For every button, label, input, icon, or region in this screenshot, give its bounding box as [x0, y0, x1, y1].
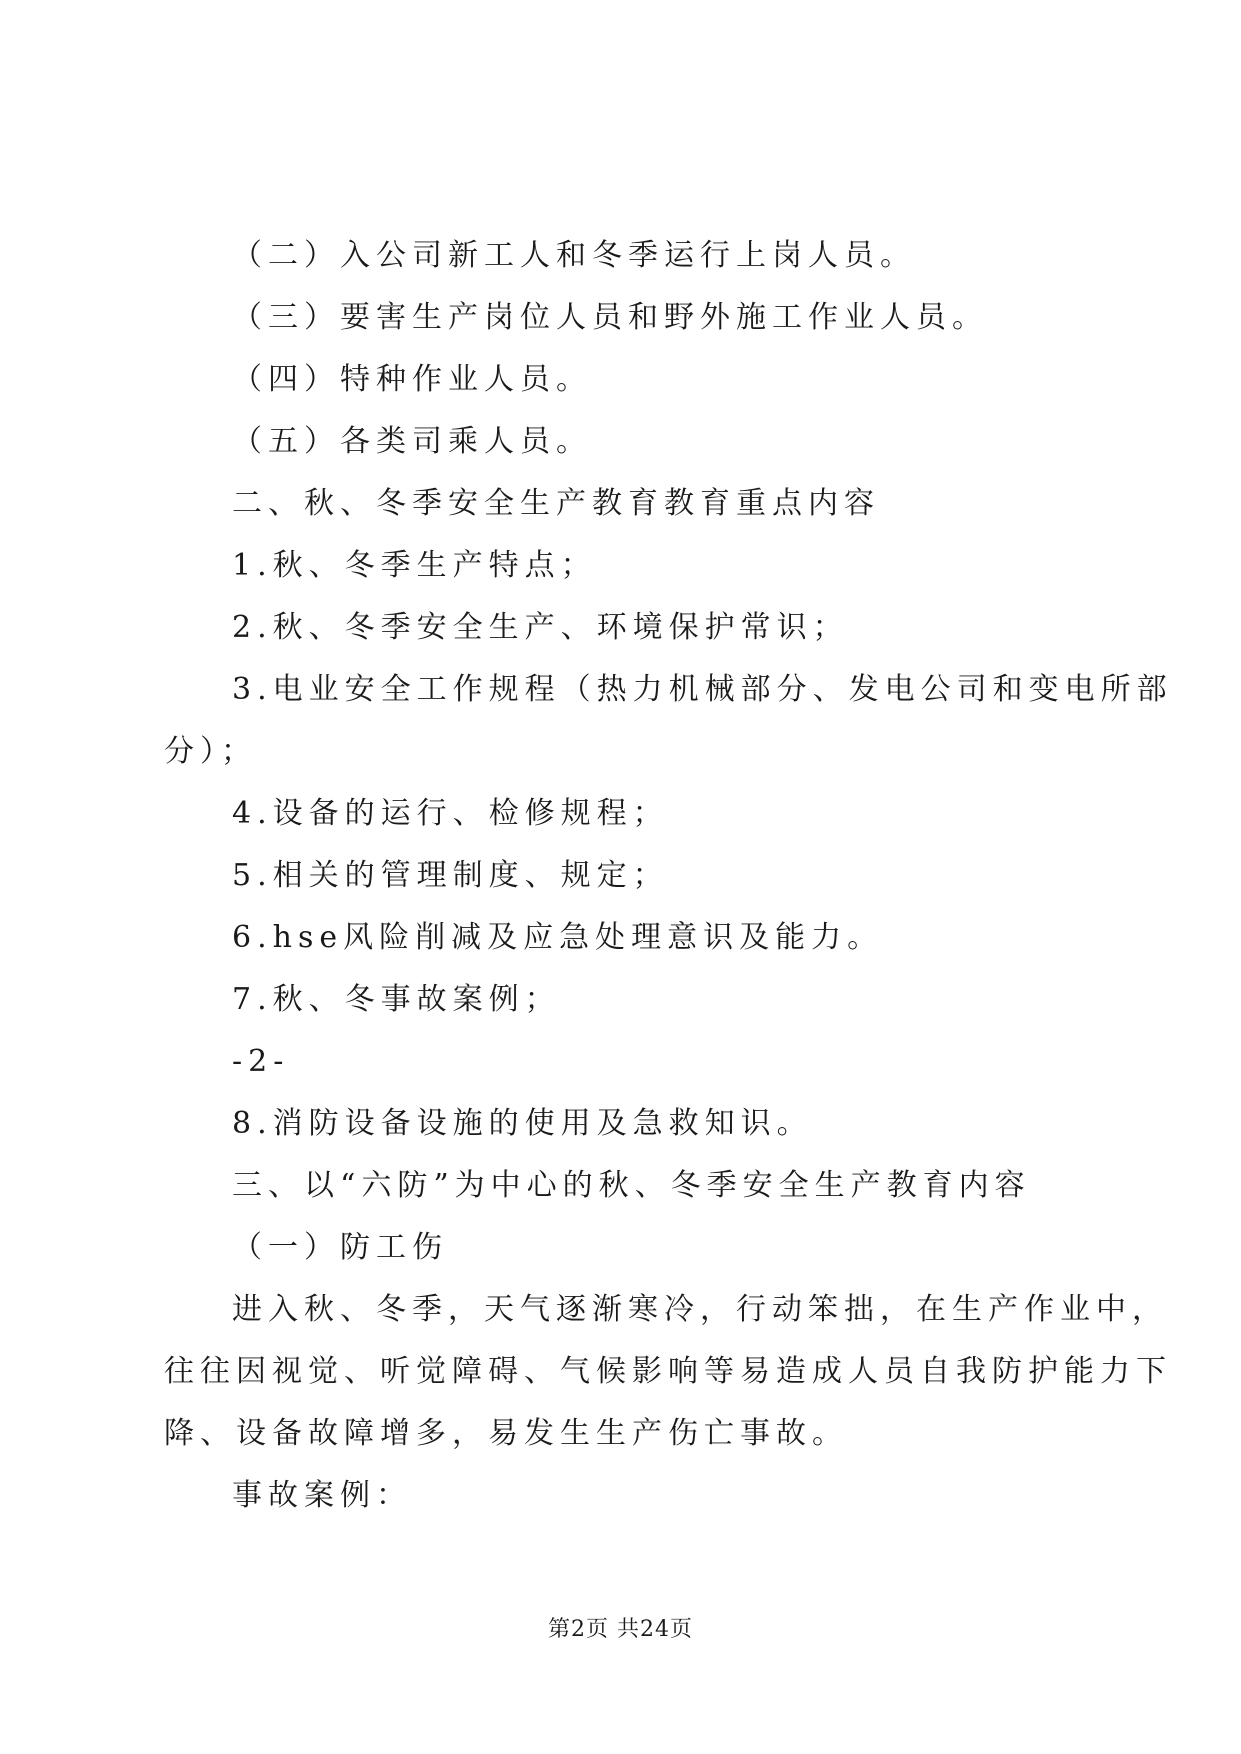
paragraph-line: 往往因视觉、听觉障碍、气候影响等易造成人员自我防护能力下 — [164, 1354, 1172, 1389]
text-line: （三）要害生产岗位人员和野外施工作业人员。 — [232, 300, 988, 335]
subsection-heading: （一）防工伤 — [232, 1230, 448, 1265]
paragraph-line: 降、设备故障增多，易发生生产伤亡事故。 — [164, 1416, 848, 1451]
inline-page-marker: -2- — [232, 1044, 290, 1079]
list-item: 3.电业安全工作规程（热力机械部分、发电公司和变电所部 — [232, 672, 1173, 707]
page-footer: 第2页 共24页 — [548, 1617, 693, 1642]
list-item: 2.秋、冬季安全生产、环境保护常识； — [232, 610, 849, 645]
text-line: （二）入公司新工人和冬季运行上岗人员。 — [232, 238, 916, 273]
list-item: 1.秋、冬季生产特点； — [232, 548, 597, 583]
list-item-continuation: 分）； — [164, 734, 257, 769]
list-item: 6.hse风险削减及应急处理意识及能力。 — [232, 920, 884, 955]
list-item: 4.设备的运行、检修规程； — [232, 796, 669, 831]
paragraph-line: 事故案例： — [232, 1478, 412, 1513]
paragraph-line: 进入秋、冬季，天气逐渐寒冷，行动笨拙，在生产作业中， — [232, 1292, 1168, 1327]
list-item: 7.秋、冬事故案例； — [232, 982, 561, 1017]
section-heading: 二、秋、冬季安全生产教育教育重点内容 — [232, 486, 880, 521]
list-item: 8.消防设备设施的使用及急救知识。 — [232, 1106, 813, 1141]
section-heading: 三、以“六防”为中心的秋、冬季安全生产教育内容 — [232, 1168, 1031, 1203]
list-item: 5.相关的管理制度、规定； — [232, 858, 669, 893]
text-line: （四）特种作业人员。 — [232, 362, 592, 397]
text-line: （五）各类司乘人员。 — [232, 424, 592, 459]
